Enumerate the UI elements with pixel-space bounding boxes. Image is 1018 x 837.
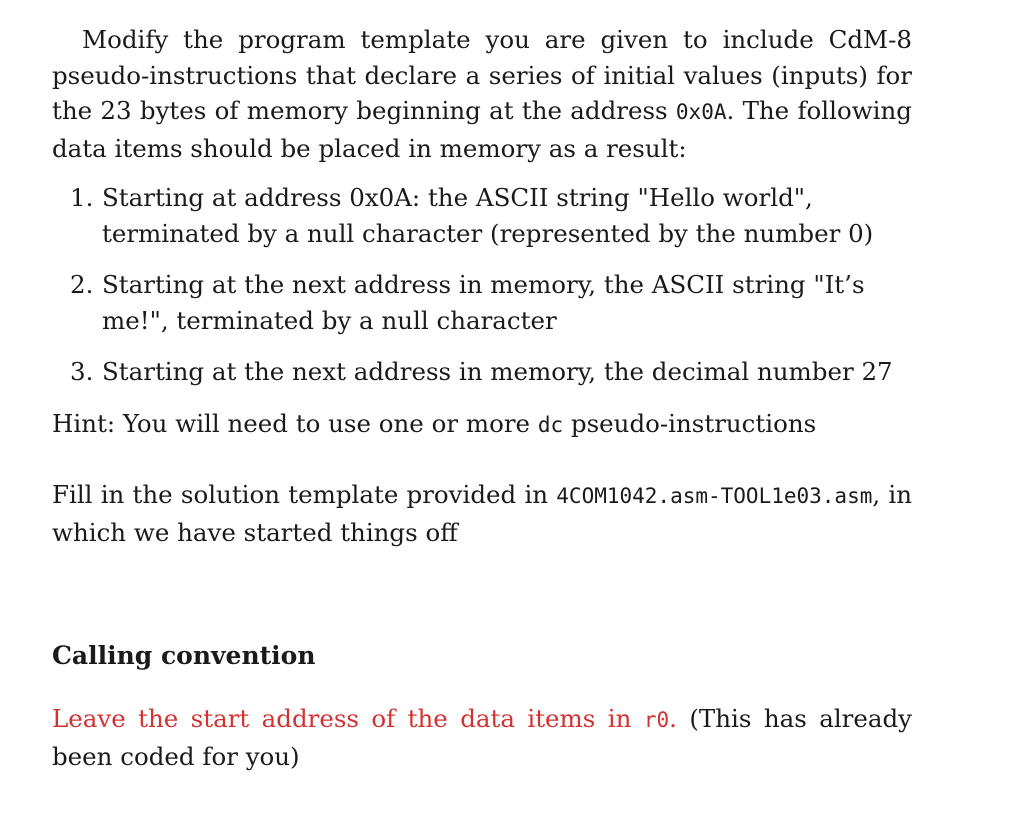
list-item-text: Starting at the next address in memory, the ASCII string "It’s me!", terminated by a null character [102, 270, 865, 335]
register-code: r0 [643, 708, 670, 732]
intro-text-after: . The following data items should be placed in memory as a result: [52, 96, 912, 163]
convention-red-period: . [669, 704, 677, 733]
hint-paragraph [52, 406, 912, 444]
template-filename: 4COM1042.asm-TOOL1e03.asm [556, 484, 873, 508]
list-item-number: 3. [70, 357, 94, 386]
list-item-number: 2. [70, 270, 94, 299]
intro-paragraph [52, 22, 912, 166]
convention-rest: (This has already been coded for you) [52, 704, 912, 771]
hint-code: dc [537, 412, 564, 437]
list-item-text: Starting at address 0x0A: the ASCII string "Hello world", terminated by a null character (represented by the number 0) [102, 183, 874, 248]
list-item-text: Starting at the next address in memory, the decimal number 27 [102, 357, 893, 386]
intro-address-code: 0x0A [675, 100, 727, 124]
fill-suffix: , in which we have started things off [52, 480, 912, 547]
hint-suffix: pseudo-instructions [563, 408, 817, 438]
data-items-list [52, 180, 912, 390]
document-page [52, 22, 912, 774]
intro-text: Modify the program template you are given to include CdM-8 pseudo-instructions that declare a series of initial values (inputs) for the 23 bytes of memory beginning at the address [52, 25, 912, 125]
convention-red-text: Leave the start address of the data items in [52, 704, 644, 733]
list-item-number: 1. [70, 183, 94, 212]
list-item [52, 267, 912, 338]
section-heading: Calling convention [52, 641, 316, 670]
list-item [52, 354, 912, 390]
fill-prefix: Fill in the solution template provided in [52, 480, 557, 509]
list-item [52, 180, 912, 251]
hint-prefix: Hint: You will need to use one or more [52, 408, 538, 438]
fill-paragraph [52, 477, 912, 550]
convention-paragraph [52, 701, 912, 774]
